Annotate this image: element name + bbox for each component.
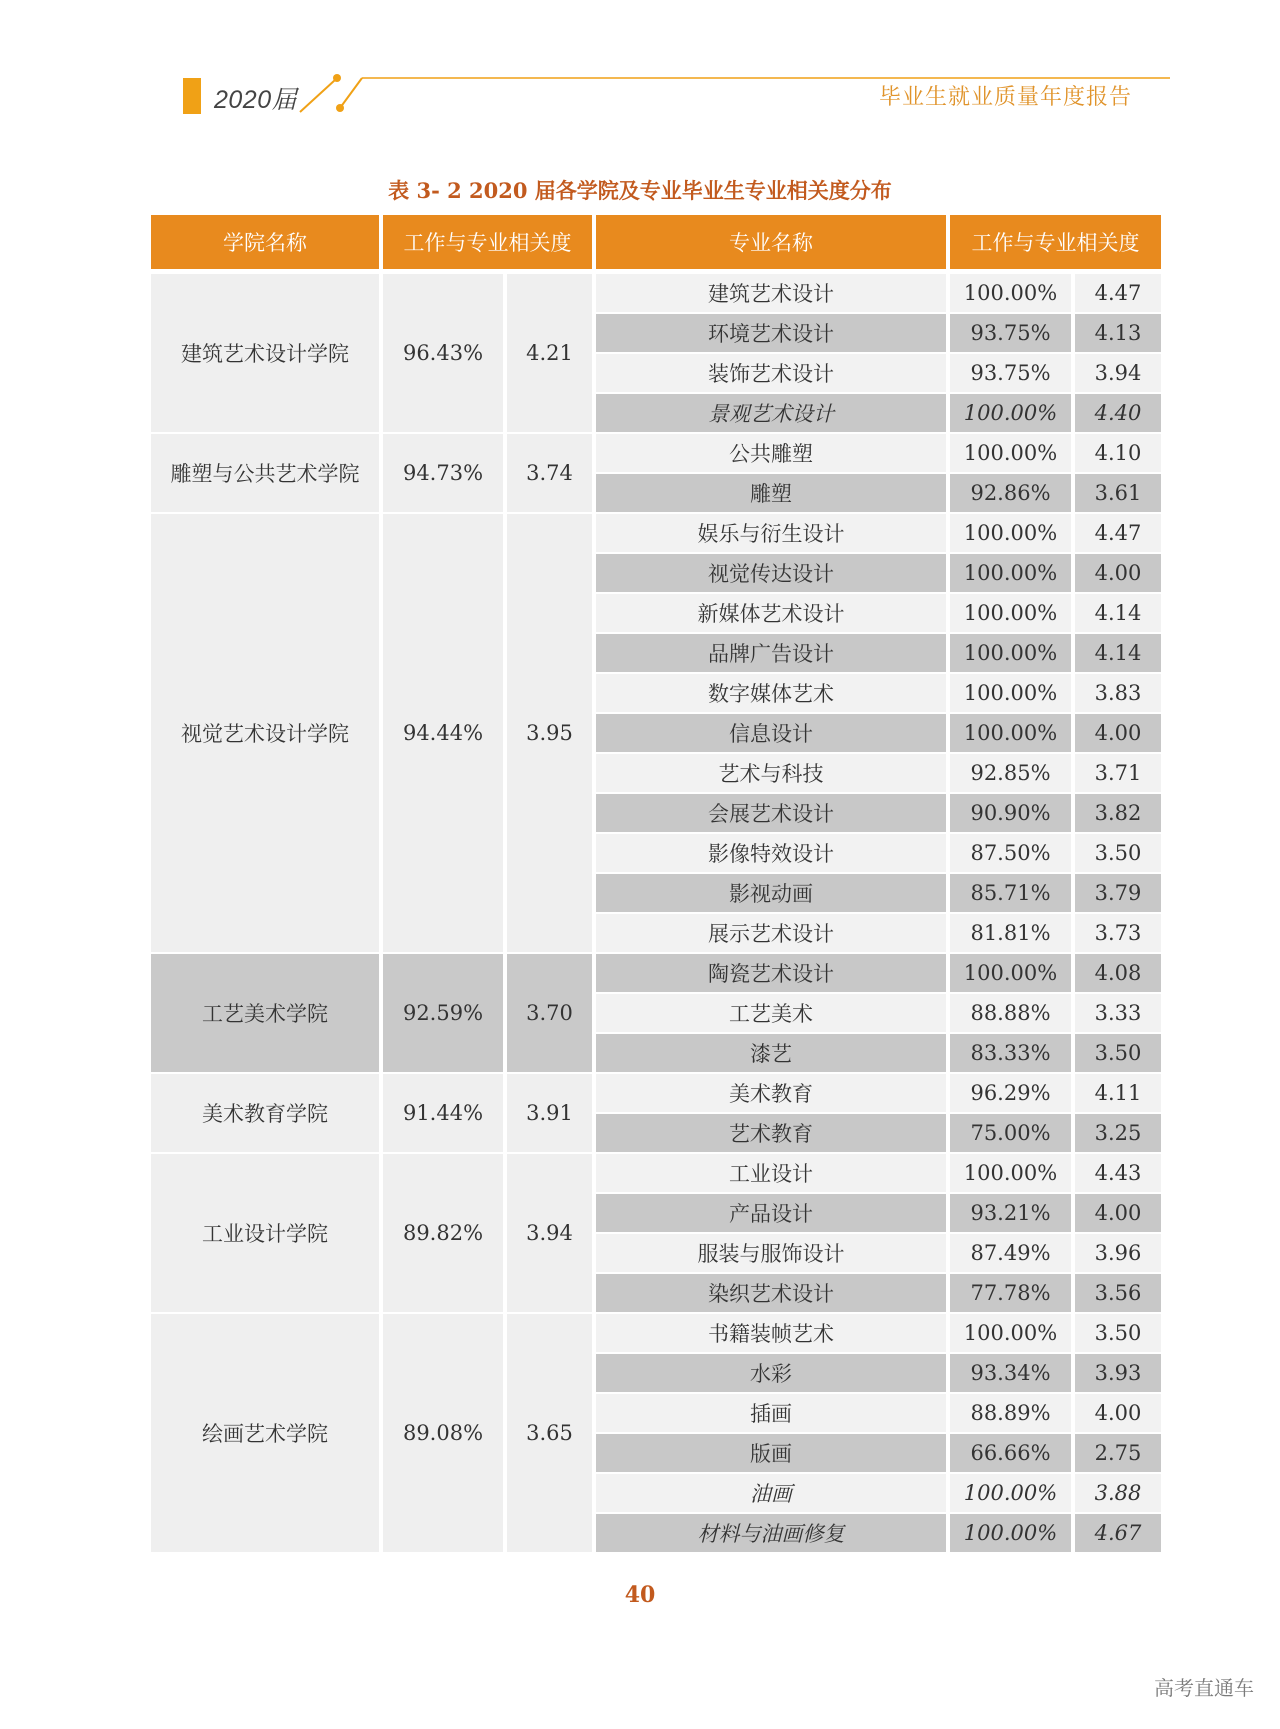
major-rate: 87.50%: [950, 834, 1071, 872]
major-name: 美术教育: [596, 1074, 946, 1112]
college-rate: 94.44%: [383, 514, 503, 952]
major-score: 3.50: [1075, 1314, 1161, 1352]
major-rate: 100.00%: [950, 554, 1071, 592]
major-name: 陶瓷艺术设计: [596, 954, 946, 992]
major-score: 3.79: [1075, 874, 1161, 912]
major-rate: 75.00%: [950, 1114, 1071, 1152]
college-rate: 89.82%: [383, 1154, 503, 1312]
major-score: 3.56: [1075, 1274, 1161, 1312]
major-name: 书籍装帧艺术: [596, 1314, 946, 1352]
major-rate: 88.89%: [950, 1394, 1071, 1432]
major-score: 3.73: [1075, 914, 1161, 952]
major-name: 插画: [596, 1394, 946, 1432]
major-name: 艺术与科技: [596, 754, 946, 792]
major-rate: 100.00%: [950, 594, 1071, 632]
major-name: 视觉传达设计: [596, 554, 946, 592]
major-score: 3.61: [1075, 474, 1161, 512]
report-title: 毕业生就业质量年度报告: [878, 85, 1132, 110]
major-rate: 96.29%: [950, 1074, 1071, 1112]
major-name: 艺术教育: [596, 1114, 946, 1152]
major-rate: 92.86%: [950, 474, 1071, 512]
major-name: 展示艺术设计: [596, 914, 946, 952]
column-header-college: 学院名称: [151, 215, 379, 269]
major-rate: 100.00%: [950, 674, 1071, 712]
major-rate: 100.00%: [950, 1154, 1071, 1192]
major-score: 3.83: [1075, 674, 1161, 712]
major-name: 影像特效设计: [596, 834, 946, 872]
college-name: 工业设计学院: [151, 1154, 379, 1312]
major-name: 产品设计: [596, 1194, 946, 1232]
major-score: 4.00: [1075, 714, 1161, 752]
major-rate: 100.00%: [950, 394, 1071, 432]
college-name: 美术教育学院: [151, 1074, 379, 1152]
major-rate: 93.75%: [950, 314, 1071, 352]
column-header-college-relevance: 工作与专业相关度: [383, 215, 592, 269]
major-rate: 93.21%: [950, 1194, 1071, 1232]
major-name: 品牌广告设计: [596, 634, 946, 672]
major-rate: 90.90%: [950, 794, 1071, 832]
major-rate: 81.81%: [950, 914, 1071, 952]
major-score: 4.14: [1075, 594, 1161, 632]
major-rate: 100.00%: [950, 1474, 1071, 1512]
major-score: 4.47: [1075, 514, 1161, 552]
college-score: 4.21: [507, 274, 592, 432]
college-rate: 96.43%: [383, 274, 503, 432]
college-score: 3.74: [507, 434, 592, 512]
major-name: 公共雕塑: [596, 434, 946, 472]
major-name: 新媒体艺术设计: [596, 594, 946, 632]
major-rate: 100.00%: [950, 1314, 1071, 1352]
major-score: 4.00: [1075, 554, 1161, 592]
major-rate: 100.00%: [950, 274, 1071, 312]
major-name: 环境艺术设计: [596, 314, 946, 352]
major-score: 3.71: [1075, 754, 1161, 792]
major-name: 景观艺术设计: [596, 394, 946, 432]
major-rate: 100.00%: [950, 634, 1071, 672]
major-score: 3.93: [1075, 1354, 1161, 1392]
major-score: 4.14: [1075, 634, 1161, 672]
major-score: 4.43: [1075, 1154, 1161, 1192]
college-name: 视觉艺术设计学院: [151, 514, 379, 952]
major-rate: 100.00%: [950, 954, 1071, 992]
major-name: 工业设计: [596, 1154, 946, 1192]
college-name: 工艺美术学院: [151, 954, 379, 1072]
major-rate: 85.71%: [950, 874, 1071, 912]
college-rate: 91.44%: [383, 1074, 503, 1152]
watermark: 高考直通车: [1154, 1676, 1254, 1700]
major-rate: 92.85%: [950, 754, 1071, 792]
major-score: 4.13: [1075, 314, 1161, 352]
college-score: 3.94: [507, 1154, 592, 1312]
major-rate: 87.49%: [950, 1234, 1071, 1272]
major-score: 3.82: [1075, 794, 1161, 832]
table-caption: 表 3- 2 2020 届各学院及专业毕业生专业相关度分布: [388, 178, 892, 203]
college-score: 3.65: [507, 1314, 592, 1552]
major-rate: 93.75%: [950, 354, 1071, 392]
college-name: 建筑艺术设计学院: [151, 274, 379, 432]
major-score: 3.88: [1075, 1474, 1161, 1512]
major-name: 雕塑: [596, 474, 946, 512]
major-rate: 93.34%: [950, 1354, 1071, 1392]
major-name: 漆艺: [596, 1034, 946, 1072]
major-score: 3.25: [1075, 1114, 1161, 1152]
college-rate: 94.73%: [383, 434, 503, 512]
college-score: 3.70: [507, 954, 592, 1072]
major-rate: 100.00%: [950, 714, 1071, 752]
major-rate: 66.66%: [950, 1434, 1071, 1472]
major-score: 3.50: [1075, 1034, 1161, 1072]
major-score: 3.96: [1075, 1234, 1161, 1272]
major-score: 4.10: [1075, 434, 1161, 472]
column-header-major: 专业名称: [596, 215, 946, 269]
major-name: 油画: [596, 1474, 946, 1512]
major-rate: 83.33%: [950, 1034, 1071, 1072]
major-name: 影视动画: [596, 874, 946, 912]
major-name: 数字媒体艺术: [596, 674, 946, 712]
major-score: 4.08: [1075, 954, 1161, 992]
major-name: 材料与油画修复: [596, 1514, 946, 1552]
major-name: 娱乐与衍生设计: [596, 514, 946, 552]
college-rate: 92.59%: [383, 954, 503, 1072]
major-name: 染织艺术设计: [596, 1274, 946, 1312]
major-rate: 100.00%: [950, 1514, 1071, 1552]
major-name: 会展艺术设计: [596, 794, 946, 832]
major-name: 信息设计: [596, 714, 946, 752]
major-name: 工艺美术: [596, 994, 946, 1032]
major-rate: 100.00%: [950, 514, 1071, 552]
column-header-major-relevance: 工作与专业相关度: [950, 215, 1161, 269]
college-rate: 89.08%: [383, 1314, 503, 1552]
major-score: 2.75: [1075, 1434, 1161, 1472]
major-score: 3.50: [1075, 834, 1161, 872]
major-score: 4.00: [1075, 1394, 1161, 1432]
major-rate: 100.00%: [950, 434, 1071, 472]
header-year-label: 2020届: [214, 86, 298, 114]
page-number: 40: [624, 1582, 656, 1608]
college-name: 绘画艺术学院: [151, 1314, 379, 1552]
college-name: 雕塑与公共艺术学院: [151, 434, 379, 512]
major-name: 水彩: [596, 1354, 946, 1392]
major-rate: 88.88%: [950, 994, 1071, 1032]
major-score: 4.47: [1075, 274, 1161, 312]
college-score: 3.91: [507, 1074, 592, 1152]
major-score: 4.00: [1075, 1194, 1161, 1232]
header-accent-bar: [183, 78, 201, 114]
major-score: 4.67: [1075, 1514, 1161, 1552]
major-name: 建筑艺术设计: [596, 274, 946, 312]
major-rate: 77.78%: [950, 1274, 1071, 1312]
major-name: 服装与服饰设计: [596, 1234, 946, 1272]
major-score: 3.94: [1075, 354, 1161, 392]
major-score: 4.11: [1075, 1074, 1161, 1112]
college-score: 3.95: [507, 514, 592, 952]
relevance-table: [151, 215, 1161, 1545]
major-name: 版画: [596, 1434, 946, 1472]
major-score: 3.33: [1075, 994, 1161, 1032]
major-name: 装饰艺术设计: [596, 354, 946, 392]
major-score: 4.40: [1075, 394, 1161, 432]
